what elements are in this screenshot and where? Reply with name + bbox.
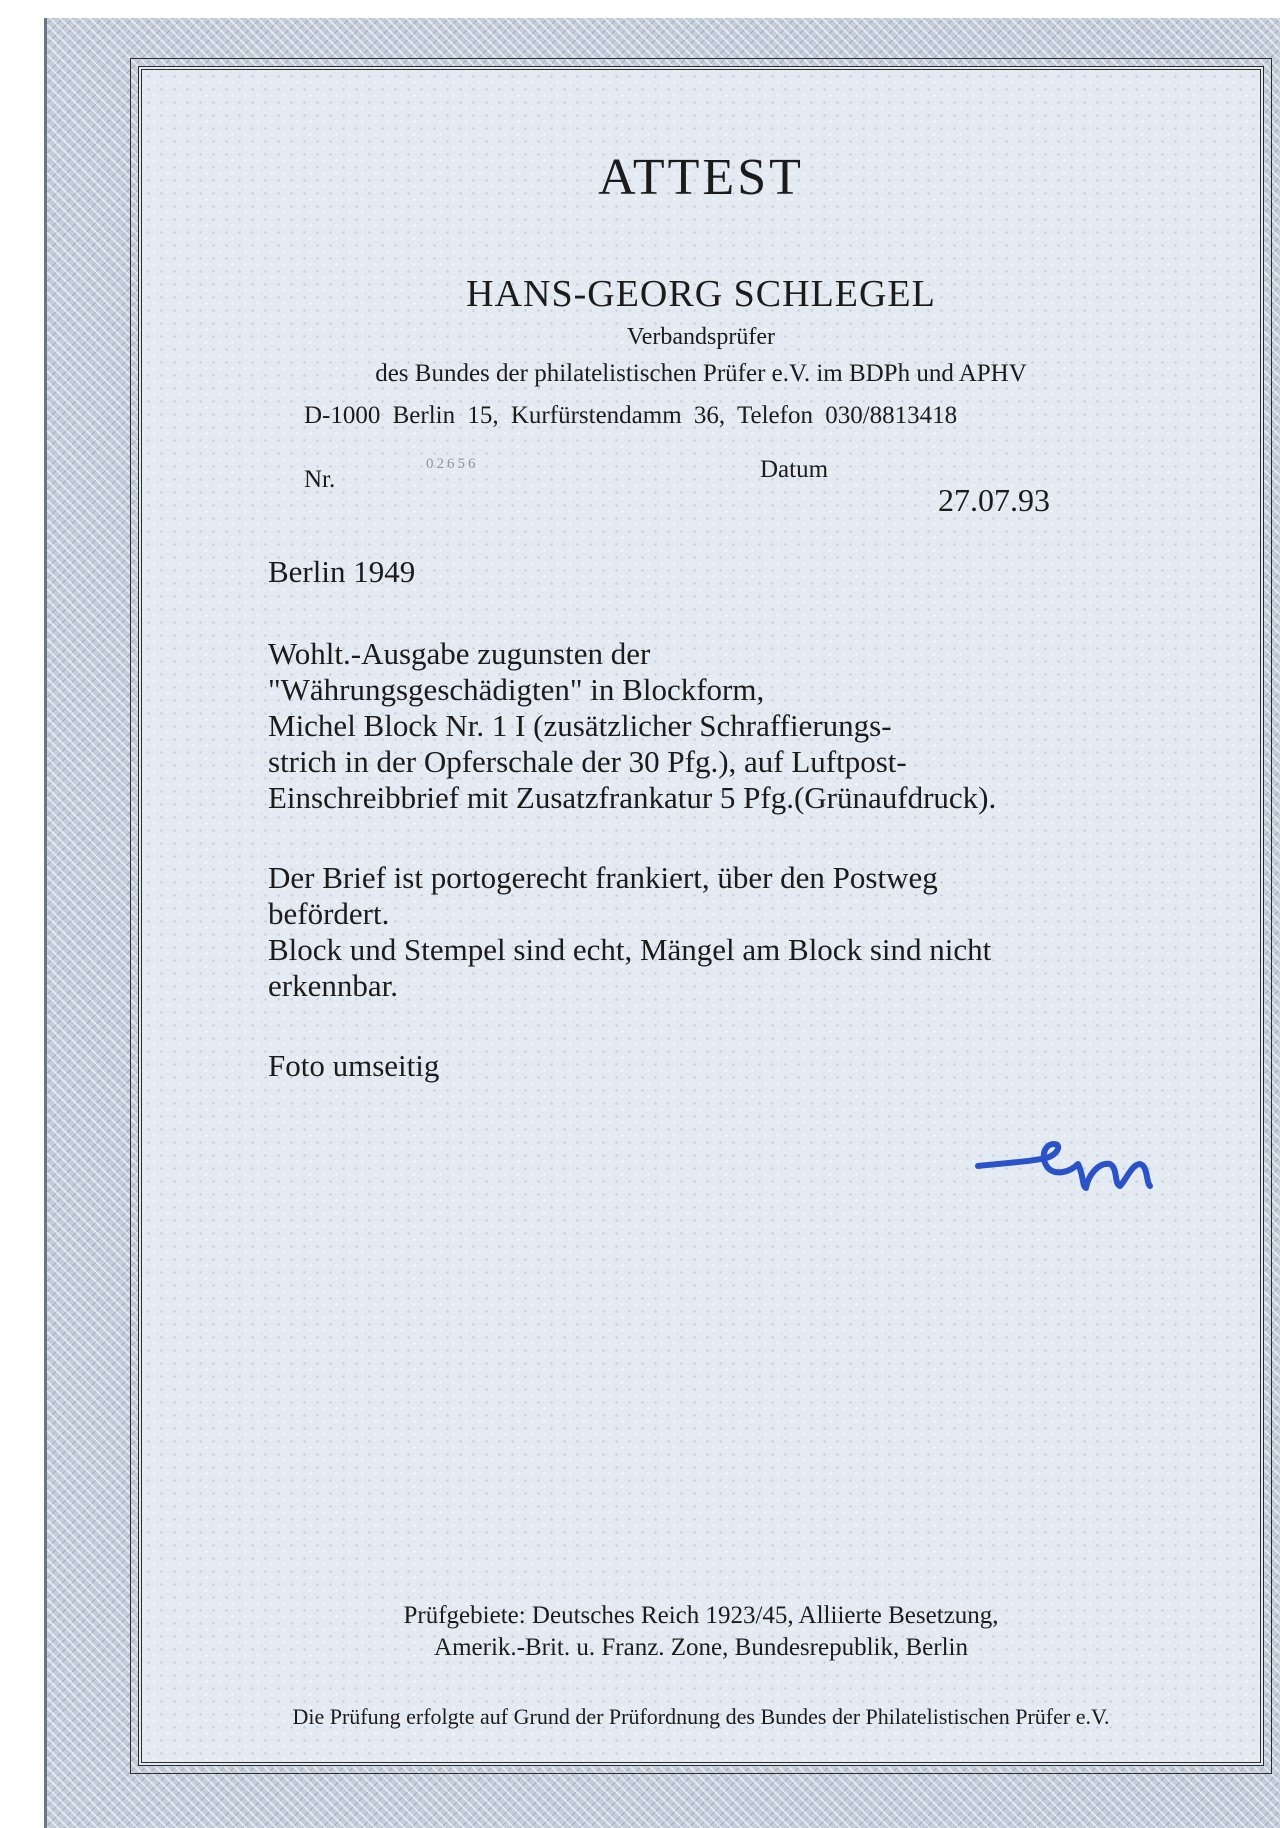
body-line-2: "Währungsgeschädigten" in Blockform, [268, 672, 765, 707]
body-line-9: erkennbar. [268, 968, 398, 1003]
number-label: Nr. [304, 466, 336, 493]
examiner-role: Verbandsprüfer [627, 324, 775, 350]
certificate-frame [138, 66, 1264, 1766]
body-line-photo-note: Foto umseitig [268, 1048, 440, 1083]
certificate-title: ATTEST [598, 149, 804, 206]
handwritten-signature [974, 1136, 1184, 1196]
body-line-6: Der Brief ist portogerecht frankiert, über den Postweg [268, 860, 938, 895]
examination-areas-line-2: Amerik.-Brit. u. Franz. Zone, Bundesrepublik, Berlin [434, 1634, 968, 1661]
regulation-line: Die Prüfung erfolgte auf Grund der Prüfordnung des Bundes der Philatelistischen Prüfer e.V. [292, 1704, 1110, 1729]
body-line-7: befördert. [268, 896, 390, 931]
examiner-name: HANS-GEORG SCHLEGEL [466, 273, 936, 315]
examination-areas-line-1: Prüfgebiete: Deutsches Reich 1923/45, Alliierte Besetzung, [403, 1602, 999, 1629]
address-line: D-1000 Berlin 15, Kurfürstendamm 36, Telefon 030/8813418 [304, 402, 958, 429]
body-line-4: strich in der Opferschale der 30 Pfg.), auf Luftpost- [268, 744, 907, 779]
number-value: 02656 [426, 456, 479, 472]
body-line-8: Block und Stempel sind echt, Mängel am Block sind nicht [268, 932, 992, 967]
body-line-1: Wohlt.-Ausgabe zugunsten der [268, 636, 651, 671]
organisation-line: des Bundes der philatelistischen Prüfer e.V. im BDPh und APHV [375, 360, 1027, 387]
body-line-issue-area: Berlin 1949 [268, 554, 416, 589]
body-line-5: Einschreibbrief mit Zusatzfrankatur 5 Pfg.(Grünaufdruck). [268, 780, 997, 815]
date-value: 27.07.93 [938, 482, 1050, 518]
date-label: Datum [760, 456, 829, 483]
body-line-3: Michel Block Nr. 1 I (zusätzlicher Schraffierungs- [268, 708, 892, 743]
